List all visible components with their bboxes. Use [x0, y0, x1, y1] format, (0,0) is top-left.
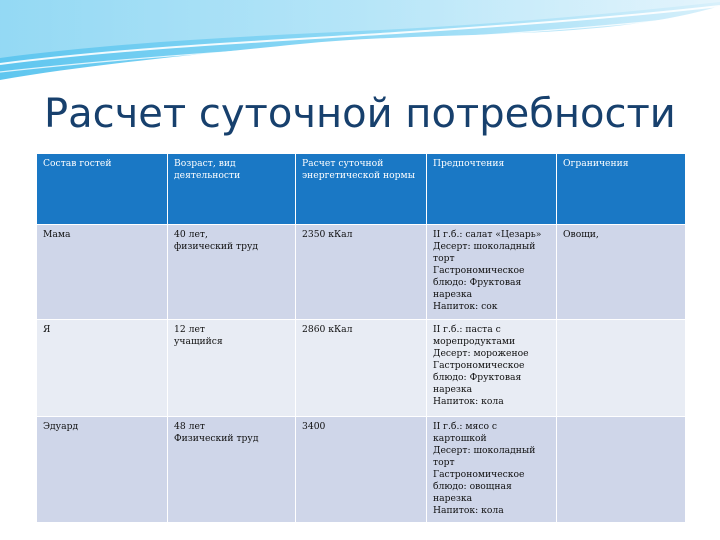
cell-preferences: II г.б.: паста с морепродуктами Десерт: мороженое Гастрономическое блюдо: Фруктовая нарезка Напиток: кола — [427, 320, 557, 417]
column-header-guests: Состав гостей — [37, 154, 168, 225]
cell-age-activity: 48 лет Физический труд — [168, 417, 296, 523]
cell-restrictions — [557, 320, 686, 417]
cell-guest: Эдуард — [37, 417, 168, 523]
column-header-restrictions: Ограничения — [557, 154, 686, 225]
cell-energy-norm: 3400 — [296, 417, 427, 523]
cell-age-activity: 40 лет, физический труд — [168, 225, 296, 320]
cell-energy-norm: 2860 кКал — [296, 320, 427, 417]
cell-restrictions: Овощи, — [557, 225, 686, 320]
guest-needs-table — [36, 153, 686, 523]
cell-guest: Мама — [37, 225, 168, 320]
cell-preferences: II г.б.: мясо с картошкой Десерт: шоколадный торт Гастрономическое блюдо: овощная нарезка Напиток: кола — [427, 417, 557, 523]
cell-guest: Я — [37, 320, 168, 417]
cell-age-activity: 12 лет учащийся — [168, 320, 296, 417]
page-title: Расчет суточной потребности — [44, 91, 676, 137]
header-wave-decoration — [0, 0, 720, 80]
cell-energy-norm: 2350 кКал — [296, 225, 427, 320]
table-row — [37, 225, 686, 320]
table-row — [37, 417, 686, 523]
column-header-preferences: Предпочтения — [427, 154, 557, 225]
table-header-row — [37, 154, 686, 225]
table-row — [37, 320, 686, 417]
column-header-age-activity: Возраст, вид деятельности — [168, 154, 296, 225]
cell-preferences: II г.б.: салат «Цезарь» Десерт: шоколадный торт Гастрономическое блюдо: Фруктовая нарезка Напиток: сок — [427, 225, 557, 320]
column-header-energy-norm: Расчет суточной энергетической нормы — [296, 154, 427, 225]
cell-restrictions — [557, 417, 686, 523]
